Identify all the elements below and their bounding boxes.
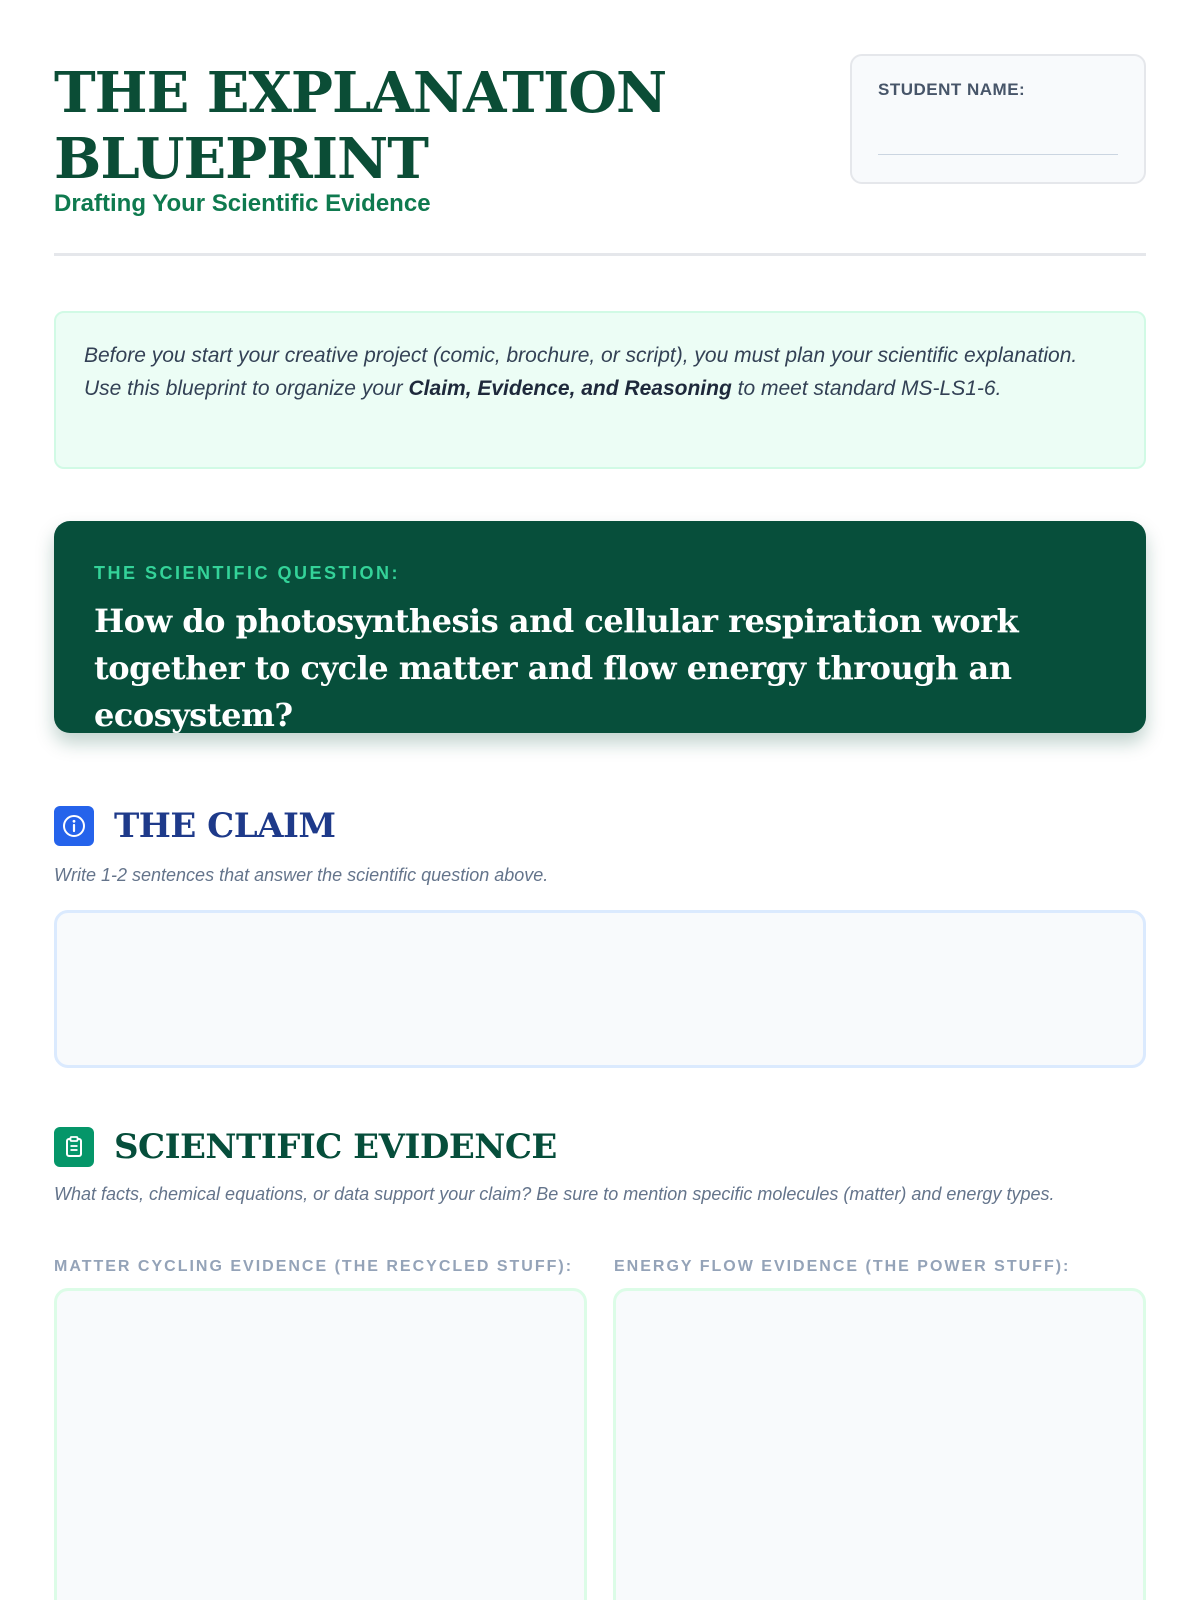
student-name-field[interactable]	[878, 154, 1118, 155]
intro-callout	[54, 311, 1146, 469]
question-text: How do photosynthesis and cellular respiration work together to cycle matter and flow energy through an ecosystem?	[94, 602, 1019, 734]
title-line-1: THE EXPLANATION	[54, 60, 667, 126]
matter-evidence-label: MATTER CYCLING EVIDENCE (THE RECYCLED STUFF):	[54, 1258, 574, 1275]
page-title	[54, 60, 694, 192]
claim-description: Write 1-2 sentences that answer the scientific question above.	[54, 865, 549, 885]
evidence-title: SCIENTIFIC EVIDENCE	[114, 1127, 557, 1167]
info-icon	[54, 806, 94, 846]
clipboard-icon	[54, 1127, 94, 1167]
header-divider	[54, 253, 1146, 256]
student-name-label: STUDENT NAME:	[878, 80, 1026, 99]
evidence-description: What facts, chemical equations, or data support your claim? Be sure to mention specific molecules (matter) and energy types.	[54, 1184, 1055, 1204]
matter-evidence-input[interactable]	[54, 1288, 587, 1600]
intro-text: Before you start your creative project (comic, brochure, or script), you must plan your scientific explanation. Use this blueprint to organize your	[84, 344, 1078, 400]
evidence-section-header	[54, 1125, 557, 1169]
header	[54, 54, 1146, 254]
energy-evidence-label: ENERGY FLOW EVIDENCE (THE POWER STUFF):	[614, 1258, 1071, 1275]
student-name-box	[850, 54, 1146, 184]
energy-evidence-input[interactable]	[613, 1288, 1146, 1600]
page-subtitle: Drafting Your Scientific Evidence	[54, 190, 431, 217]
claim-section-header	[54, 804, 336, 848]
title-line-2: BLUEPRINT	[54, 126, 428, 192]
scientific-question-card	[54, 521, 1146, 733]
claim-title: THE CLAIM	[114, 806, 336, 846]
question-label: THE SCIENTIFIC QUESTION:	[94, 563, 401, 583]
intro-emphasis: Claim, Evidence, and Reasoning	[408, 377, 732, 400]
intro-text-end: to meet standard MS-LS1-6.	[731, 377, 1002, 400]
claim-input[interactable]	[54, 910, 1146, 1068]
